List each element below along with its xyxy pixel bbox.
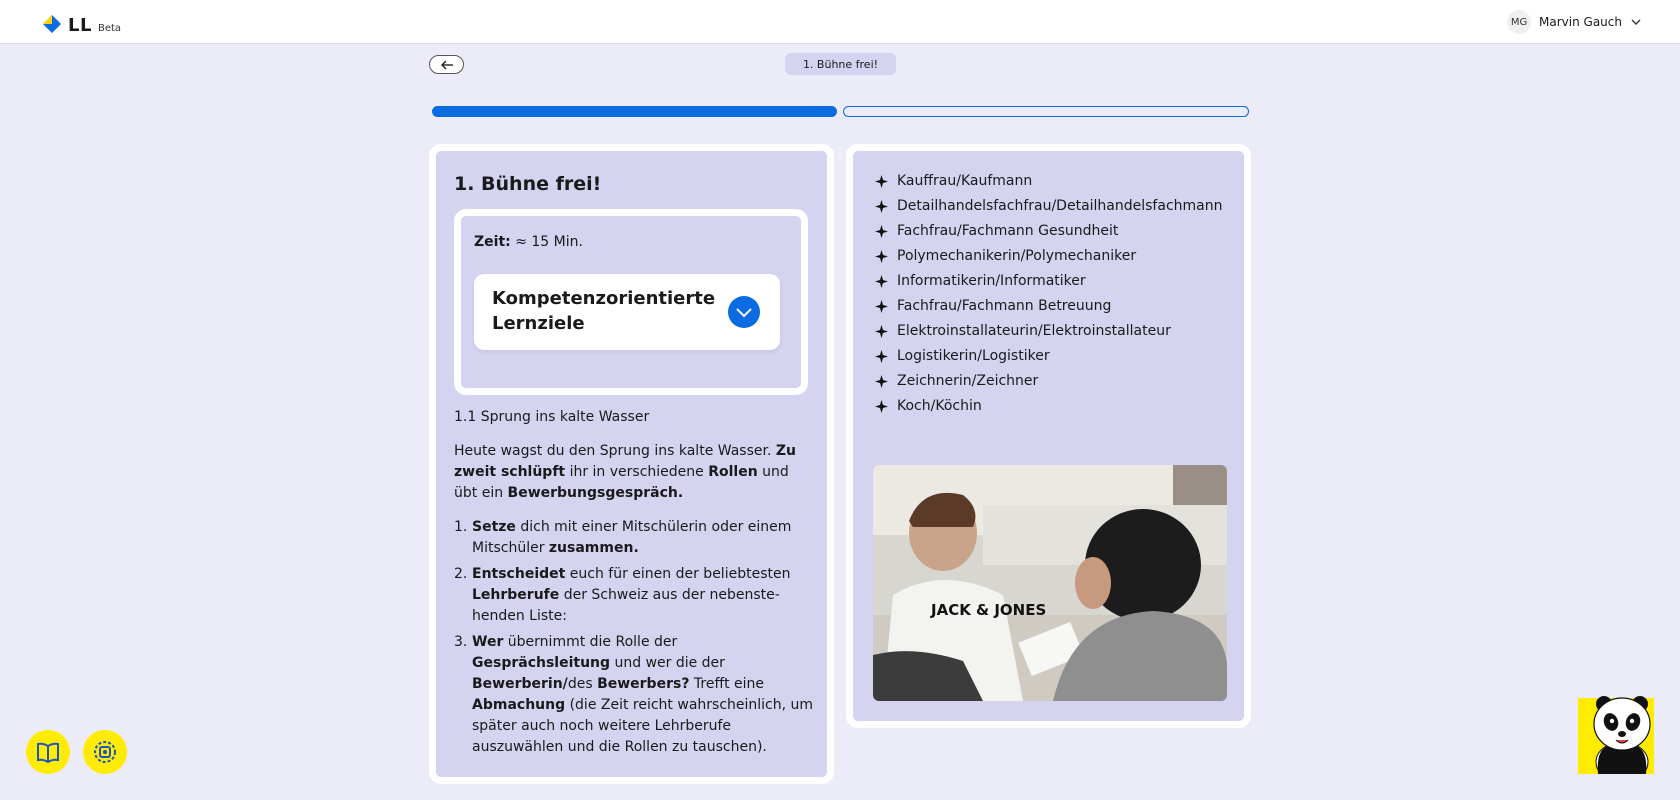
back-button[interactable] <box>429 55 464 74</box>
list-item <box>875 321 1235 342</box>
step-bold: Lehrberufe <box>472 587 560 603</box>
list-item <box>875 296 1235 317</box>
list-number: 1. <box>454 519 468 535</box>
intro-text: Heute wagst du den Sprung ins kalte Wasser. <box>454 443 776 459</box>
step-bold: Bewerbers? <box>597 676 690 692</box>
time-estimate <box>474 234 583 250</box>
interview-photo <box>873 465 1227 701</box>
step-bold: Entscheidet <box>472 566 566 582</box>
expand-button[interactable] <box>728 296 760 328</box>
step-text: Trefft eine <box>689 676 765 692</box>
intro-bold: Zu zweit schlüpft <box>454 443 796 480</box>
job-label: Zeichnerin/Zeichner <box>897 373 1039 389</box>
chapter-chip: 1. Bühne frei! <box>785 53 896 75</box>
top-bar <box>0 0 1680 44</box>
job-label: Koch/Köchin <box>897 398 982 414</box>
jobs-list <box>875 171 1235 421</box>
list-item <box>454 517 816 559</box>
chevron-down-icon <box>1630 16 1642 28</box>
sparkle-icon <box>875 175 888 188</box>
beta-badge: Beta <box>97 23 122 34</box>
list-item <box>875 221 1235 242</box>
job-label: Polymechanikerin/Polymechaniker <box>897 248 1137 264</box>
settings-icon <box>92 739 118 765</box>
step-text: der Schweiz aus der nebenstehenden Liste: <box>472 587 780 624</box>
settings-button[interactable] <box>83 730 127 774</box>
list-item <box>875 346 1235 367</box>
book-button[interactable] <box>26 730 70 774</box>
step-text: des <box>567 676 598 692</box>
job-label: Elektroinstallateurin/Elektroinstallateur <box>897 323 1171 339</box>
shirt-text: JACK & JONES <box>931 601 1047 619</box>
list-item <box>875 271 1235 292</box>
sparkle-icon <box>875 300 888 313</box>
step-bold: Setze <box>472 519 516 535</box>
intro-bold: Rollen <box>708 464 758 480</box>
intro-bold: Bewerbungsgespräch. <box>507 485 684 501</box>
list-item <box>454 632 816 758</box>
step-bold: zusammen. <box>548 540 639 556</box>
sparkle-icon <box>875 250 888 263</box>
time-label: Zeit: <box>474 234 511 250</box>
sparkle-icon <box>875 225 888 238</box>
user-name: Marvin Gauch <box>1539 15 1622 29</box>
step-text: übernimmt die Rolle der <box>503 634 678 650</box>
sparkle-icon <box>875 350 888 363</box>
job-label: Informatikerin/Informatiker <box>897 273 1086 289</box>
user-menu[interactable] <box>1507 10 1642 34</box>
step-list <box>454 517 816 763</box>
list-item <box>875 371 1235 392</box>
panda-mascot-icon[interactable] <box>1578 690 1658 774</box>
intro-text: und übt ein <box>454 464 789 501</box>
lesson-title: 1. Bühne frei! <box>454 173 602 195</box>
step-text: euch für einen der beliebtesten <box>565 566 791 582</box>
job-label: Detailhandelsfachfrau/Detailhandelsfachmann <box>897 198 1223 214</box>
step-text: dich mit einer Mitschülerin oder einem Mitschüler <box>472 519 792 556</box>
time-value: ≈ 15 Min. <box>515 234 583 250</box>
sparkle-icon <box>875 375 888 388</box>
progress-segment-1 <box>432 106 837 117</box>
logo-text: LL <box>68 15 92 36</box>
step-bold: Wer <box>472 634 504 650</box>
objectives-title: Kompetenzorientierte Lernziele <box>492 288 716 334</box>
chevron-down-icon <box>735 306 753 318</box>
job-label: Logistikerin/Logistiker <box>897 348 1050 364</box>
lesson-panel <box>429 144 834 784</box>
list-item <box>875 171 1235 192</box>
book-icon <box>36 741 60 763</box>
step-bold: Gesprächsleitung <box>472 655 611 671</box>
list-number: 2. <box>454 566 468 582</box>
progress-segment-2 <box>843 106 1249 117</box>
step-text: (die Zeit reicht wahrscheinlich, um später auch noch weitere Lehrberufe auszuwählen und die Rollen zu tauschen). <box>472 697 814 755</box>
sparkle-icon <box>875 275 888 288</box>
intro-paragraph <box>454 441 812 504</box>
intro-text: ihr in verschiedene <box>565 464 709 480</box>
list-item <box>875 246 1235 267</box>
job-label: Fachfrau/Fachmann Betreuung <box>897 298 1112 314</box>
jobs-panel <box>846 144 1251 728</box>
job-label: Fachfrau/Fachmann Gesundheit <box>897 223 1119 239</box>
sparkle-icon <box>875 325 888 338</box>
section-title: 1.1 Sprung ins kalte Wasser <box>454 409 650 425</box>
step-bold: Abmachung <box>472 697 566 713</box>
sparkle-icon <box>875 200 888 213</box>
logo-icon <box>42 14 62 34</box>
objectives-accordion[interactable] <box>474 274 780 350</box>
list-item <box>454 564 816 627</box>
logo[interactable] <box>42 11 121 36</box>
list-item <box>875 396 1235 417</box>
step-text: und wer die der <box>610 655 725 671</box>
avatar: MG <box>1507 10 1531 34</box>
list-item <box>875 196 1235 217</box>
job-label: Kauffrau/Kaufmann <box>897 173 1033 189</box>
arrow-left-icon <box>440 60 454 70</box>
step-bold: Bewerberin/ <box>472 676 568 692</box>
objectives-box <box>454 209 808 395</box>
sparkle-icon <box>875 400 888 413</box>
list-number: 3. <box>454 634 468 650</box>
